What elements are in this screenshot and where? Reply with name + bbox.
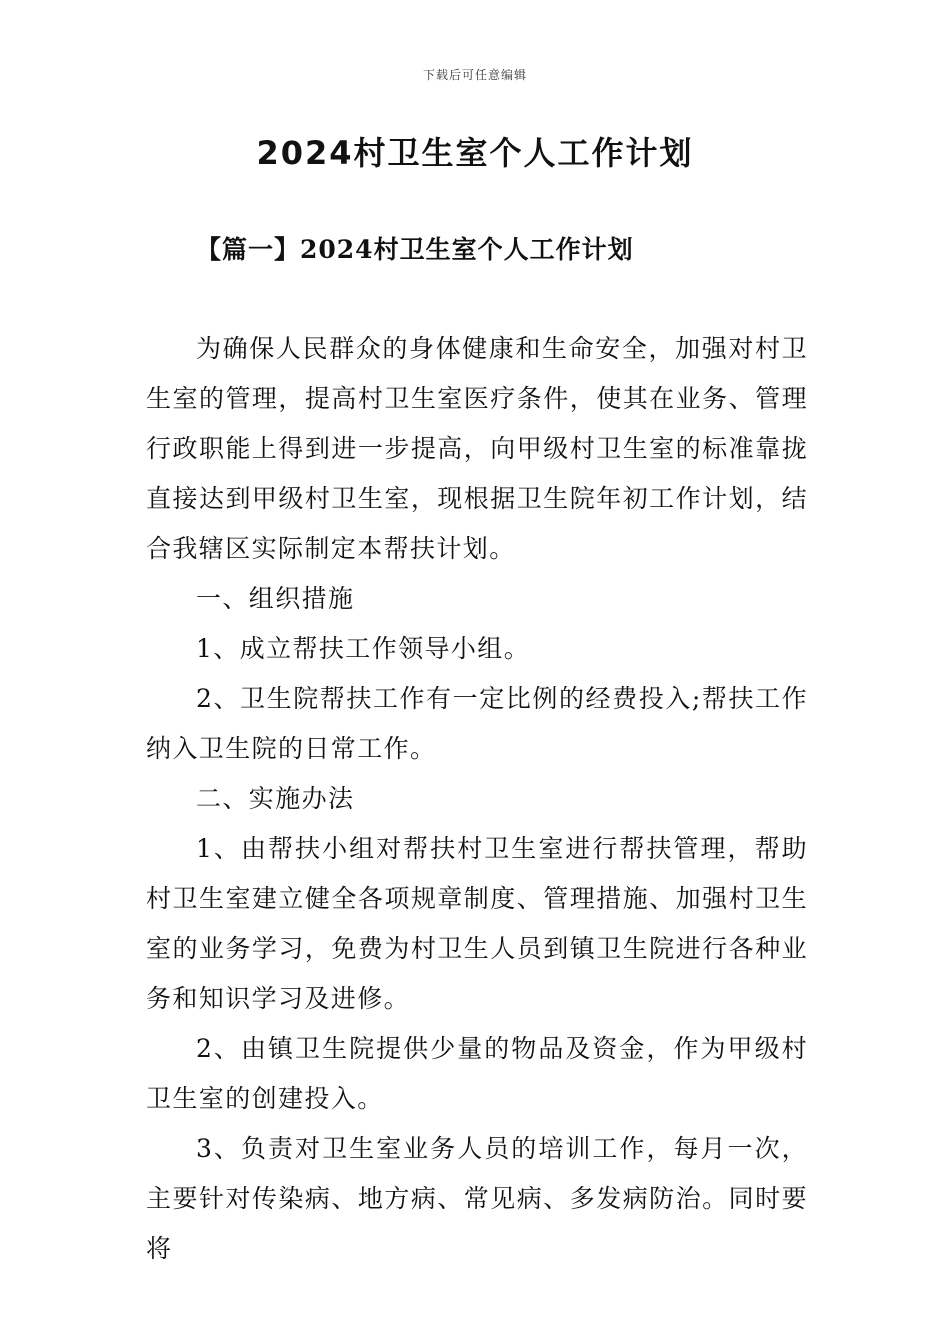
paragraph-intro: 为确保人民群众的身体健康和生命安全，加强对村卫生室的管理，提高村卫生室医疗条件，使其在业务、管理行政职能上得到进一步提高，向甲级村卫生室的标准靠拢直接达到甲级村卫生室，现根据卫生院年初工作计划，结合我辖区实际制定本帮扶计划。	[146, 334, 808, 563]
document-body	[146, 324, 808, 1274]
paragraph-item: 2、由镇卫生院提供少量的物品及资金，作为甲级村卫生室的创建投入。	[146, 1034, 808, 1113]
section-heading: 【篇一】2024村卫生室个人工作计划	[196, 235, 634, 264]
heading-organization-measures: 一、组织措施	[196, 584, 355, 613]
paragraph-item: 1、成立帮扶工作领导小组。	[196, 634, 531, 663]
heading-implementation-methods: 二、实施办法	[196, 784, 355, 813]
document-title: 2024村卫生室个人工作计划	[256, 134, 694, 172]
paragraph-item: 3、负责对卫生室业务人员的培训工作，每月一次，主要针对传染病、地方病、常见病、多发病防治。同时要将	[146, 1134, 808, 1263]
header-note: 下载后可任意编辑	[422, 68, 527, 82]
paragraph-item: 1、由帮扶小组对帮扶村卫生室进行帮扶管理，帮助村卫生室建立健全各项规章制度、管理措施、加强村卫生室的业务学习，免费为村卫生人员到镇卫生院进行各种业务和知识学习及进修。	[146, 834, 808, 1013]
paragraph-item: 2、卫生院帮扶工作有一定比例的经费投入;帮扶工作纳入卫生院的日常工作。	[146, 684, 808, 763]
